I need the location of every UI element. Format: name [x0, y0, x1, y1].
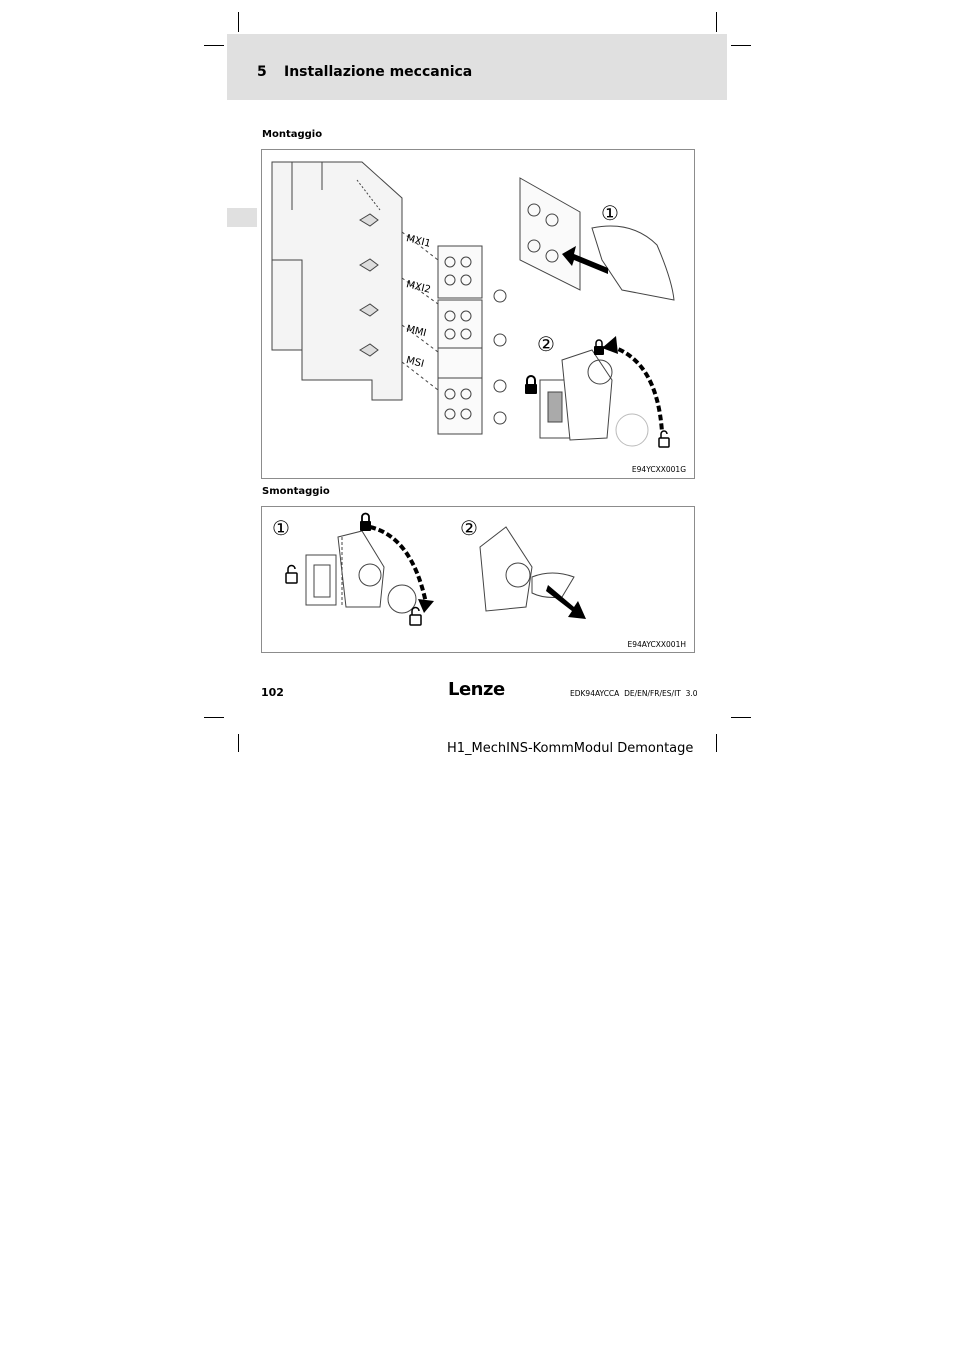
crop-mark — [716, 12, 717, 32]
mount-illustration — [262, 150, 696, 480]
step-marker-1: ① — [601, 201, 619, 225]
slot-label-msi: MSI — [404, 354, 426, 371]
crop-mark — [716, 734, 717, 752]
crop-mark — [204, 45, 224, 46]
figure-code: E94YCXX001G — [631, 465, 686, 474]
crop-mark — [731, 45, 751, 46]
step-marker-2: ② — [537, 332, 555, 356]
crop-mark — [238, 734, 239, 752]
chapter-title — [257, 64, 472, 80]
dismount-figure — [261, 506, 695, 653]
slot-label-mxi2: MXI2 — [405, 279, 432, 296]
crop-mark — [204, 717, 224, 718]
mount-figure — [261, 149, 695, 479]
dismount-illustration — [262, 507, 696, 654]
crop-mark — [731, 717, 751, 718]
slot-label-mmi: MMI — [404, 323, 428, 340]
page-number: 102 — [261, 686, 284, 699]
crop-mark — [238, 12, 239, 32]
figure-code: E94AYCXX001H — [627, 640, 686, 649]
lenze-logo: Lenze — [448, 679, 505, 700]
step-marker-1: ① — [272, 516, 290, 540]
slot-label-mxi1: MXI1 — [405, 233, 432, 250]
chapter-title-text: Installazione meccanica — [284, 64, 473, 80]
footer-label: H1_MechINS-KommModul Demontage — [447, 741, 694, 756]
step-marker-2: ② — [460, 516, 478, 540]
mount-caption: Montaggio — [262, 129, 323, 140]
document-reference: EDK94AYCCA DE/EN/FR/ES/IT 3.0 — [570, 689, 698, 698]
dismount-caption: Smontaggio — [262, 486, 330, 497]
side-tab-marker — [227, 208, 257, 227]
chapter-number: 5 — [257, 64, 267, 80]
